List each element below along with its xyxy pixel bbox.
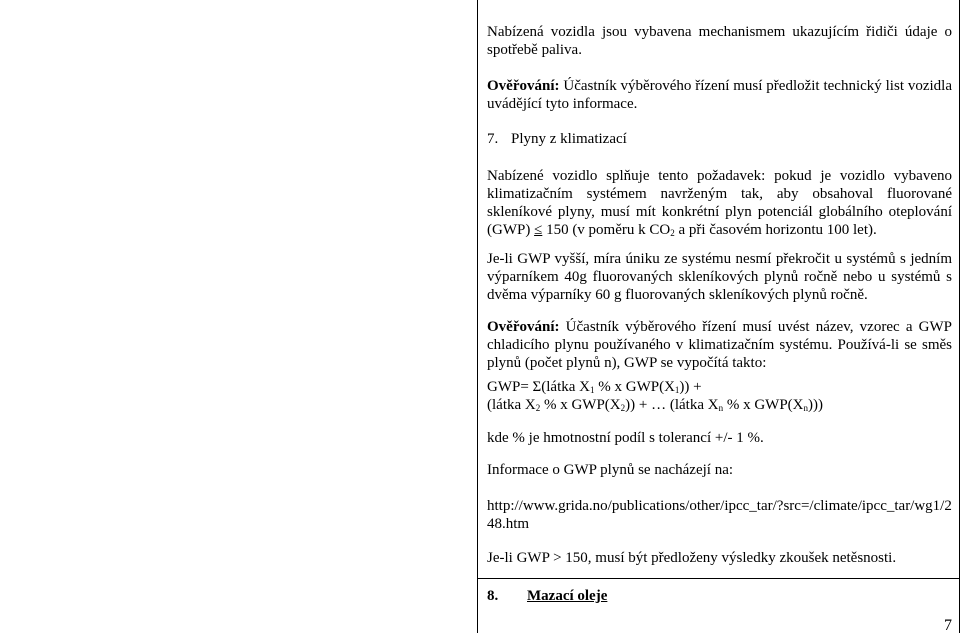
verification-text: Účastník výběrového řízení musí předložit technický list vozidla uvádějící tyto informace. [487,78,952,112]
requirement-text: Nabízené vozidlo splňuje tento požadavek: pokud je vozidlo vybaveno klimatizačním systémem navrženým tak, aby obsahoval fluorované skleníkové plyny, musí mít konkrétní plyn potenciál globálního oteplování (GWP) [487,168,952,238]
formula-subscript: 2 [535,403,541,413]
section-heading-8 [487,587,952,605]
paragraph-leak-test: Je-li GWP > 150, musí být předloženy výsledky zkoušek netěsnosti. [487,550,897,566]
less-equal-symbol: ≤ [534,222,543,238]
table-row-divider [477,578,960,579]
paragraph-tolerance: kde % je hmotnostní podíl s tolerancí +/- 1 %. [487,430,764,446]
formula-subscript: 1 [590,385,595,395]
formula-part: GWP= Σ(látka X [487,379,591,395]
paragraph-verification-2 [487,318,952,372]
table-left-border [477,0,478,633]
formula-subscript: n [803,403,808,413]
formula-part: (látka X [487,397,536,413]
verification-label: Ověřování: [487,319,560,335]
formula-part: % x GWP(X [540,397,621,413]
section-title: Plyny z klimatizací [511,131,627,147]
formula-part: )) + … (látka X [625,397,719,413]
formula-line-1 [487,378,952,396]
paragraph-verification-1 [487,77,952,113]
co2-subscript: 2 [670,228,675,238]
paragraph-vehicle-indicator: Nabízená vozidla jsou vybavena mechanismem ukazujícím řidiči údaje o spotřebě paliva. [487,24,952,58]
link-line-1[interactable]: http://www.grida.no/publications/other/ipcc_tar/?src=/climate/ipcc_tar/wg1/2 [487,498,952,514]
page-number: 7 [944,617,952,634]
formula-part: % x GWP(X [723,397,804,413]
formula-part: % x GWP(X [594,379,675,395]
link-line-2[interactable]: 48.htm [487,516,530,532]
formula-subscript: n [718,403,724,413]
section-title: Mazací oleje [527,588,608,604]
section-heading-7 [487,130,952,148]
formula-part: )) + [679,379,702,395]
formula-part: ))) [807,397,823,413]
section-number: 7. [487,131,499,147]
requirement-text-2: 150 (v poměru k CO [542,222,671,238]
gwp-info-link[interactable] [487,497,952,533]
formula-line-2 [487,396,952,414]
verification-text: Účastník výběrového řízení musí uvést název, vzorec a GWP chladicího plynu používaného v klimatizačním systému. Používá-li se směs plynů (počet plynů n), GWP se vypočítá takto: [487,319,952,371]
paragraph-gwp-info: Informace o GWP plynů se nacházejí na: [487,462,734,478]
verification-label: Ověřování: [487,78,560,94]
requirement-text-3: a při časovém horizontu 100 let). [674,222,877,238]
section-number: 8. [487,588,499,604]
formula-subscript: 1 [674,385,680,395]
paragraph-gwp-requirement [487,167,952,239]
paragraph-leak-rate: Je-li GWP vyšší, míra úniku ze systému nesmí překročit u systémů s jedním výparníkem 40g fluorovaných skleníkových plynů ročně nebo u systémů s dvěma výparníky 60 g fluorovaných skleníkových plynů ročně. [487,251,952,303]
formula-subscript: 2 [620,403,626,413]
